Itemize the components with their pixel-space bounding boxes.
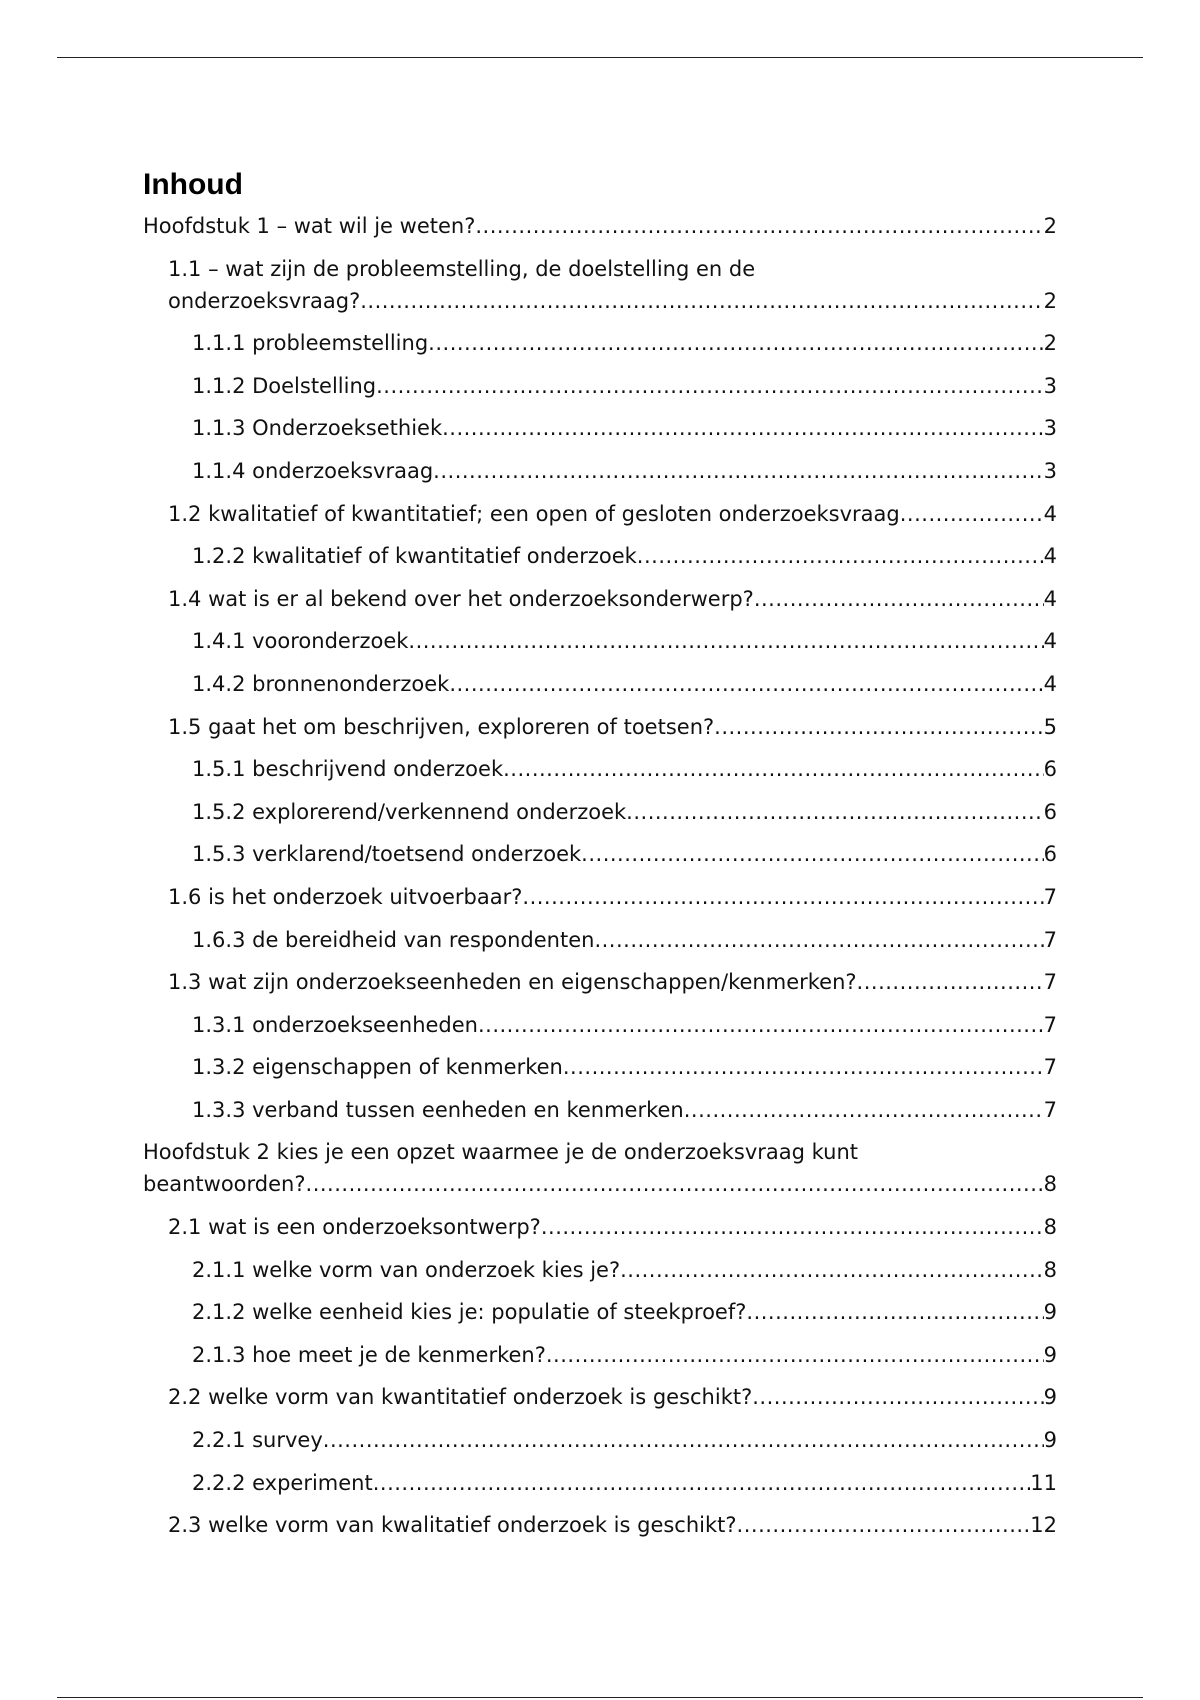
dot-leader bbox=[373, 1467, 1031, 1499]
toc-entry-page-number: 7 bbox=[1043, 970, 1057, 995]
dot-leader bbox=[408, 625, 1043, 657]
toc-entry[interactable] bbox=[143, 327, 1057, 370]
toc-entry[interactable] bbox=[143, 966, 1057, 1009]
toc-entry[interactable] bbox=[143, 1009, 1057, 1052]
toc-entry[interactable] bbox=[143, 924, 1057, 967]
toc-entry-line bbox=[168, 1211, 1057, 1243]
toc-entry-text: onderzoeksvraag? bbox=[168, 288, 361, 313]
toc-entry[interactable] bbox=[143, 711, 1057, 754]
toc-entry[interactable] bbox=[143, 881, 1057, 924]
dot-leader bbox=[475, 210, 1043, 242]
toc-entry-line bbox=[192, 1467, 1057, 1499]
toc-entry-text: 1.3 wat zijn onderzoekseenheden en eigenschappen/kenmerken? bbox=[168, 970, 857, 995]
toc-entry[interactable] bbox=[143, 1467, 1057, 1510]
dot-leader bbox=[428, 327, 1043, 359]
toc-entry[interactable] bbox=[143, 370, 1057, 413]
toc-entry-text: 1.5.2 explorerend/verkennend onderzoek bbox=[192, 799, 627, 824]
toc-entry-text: 2.2.2 experiment bbox=[192, 1470, 373, 1495]
toc-entry-text: 1.4 wat is er al bekend over het onderzoeksonderwerp? bbox=[168, 586, 754, 611]
toc-entry-line bbox=[192, 924, 1057, 956]
toc-entry[interactable] bbox=[143, 753, 1057, 796]
toc-entry[interactable] bbox=[143, 1254, 1057, 1297]
toc-entry[interactable] bbox=[143, 540, 1057, 583]
dot-leader bbox=[714, 711, 1043, 743]
toc-entry-text: 1.1.1 probleemstelling bbox=[192, 331, 429, 356]
toc-entry-line bbox=[192, 753, 1057, 785]
toc-entry-text: Hoofdstuk 1 – wat wil je weten? bbox=[143, 214, 476, 238]
toc-entry-line bbox=[192, 327, 1057, 359]
toc-entry-line bbox=[168, 498, 1057, 530]
toc-entry-line bbox=[192, 412, 1057, 444]
toc-entry[interactable] bbox=[143, 1136, 1057, 1211]
toc-entry-page-number: 9 bbox=[1043, 1300, 1057, 1325]
dot-leader bbox=[306, 1168, 1044, 1200]
footer-rule bbox=[57, 1697, 1143, 1698]
toc-entry-text: 1.3.2 eigenschappen of kenmerken bbox=[192, 1055, 563, 1080]
toc-entry-text: 1.5.1 beschrijvend onderzoek bbox=[192, 757, 504, 782]
toc-entry[interactable] bbox=[143, 1339, 1057, 1382]
toc-entry-text: 1.2 kwalitatief of kwantitatief; een open of gesloten onderzoeksvraag bbox=[168, 501, 900, 526]
dot-leader bbox=[442, 412, 1044, 444]
toc-entry-page-number: 7 bbox=[1043, 1097, 1057, 1122]
dot-leader bbox=[900, 498, 1044, 530]
toc-entry-text: 1.1.4 onderzoeksvraag bbox=[192, 458, 434, 483]
toc-entry-text: 2.1.1 welke vorm van onderzoek kies je? bbox=[192, 1257, 621, 1282]
dot-leader bbox=[360, 285, 1043, 317]
toc-entry-text: 1.3.3 verband tussen eenheden en kenmerken bbox=[192, 1097, 684, 1122]
toc-entry-page-number: 12 bbox=[1030, 1513, 1057, 1538]
toc-entry-line bbox=[192, 1296, 1057, 1328]
toc-entry-text: 2.1 wat is een onderzoeksontwerp? bbox=[168, 1215, 541, 1240]
toc-title: Inhoud bbox=[143, 168, 243, 201]
toc-entry-line bbox=[192, 370, 1057, 402]
toc-entry-line bbox=[192, 455, 1057, 487]
toc-entry-page-number: 6 bbox=[1043, 842, 1057, 867]
toc-entry-line bbox=[143, 210, 1057, 242]
toc-entry-page-number: 3 bbox=[1043, 458, 1057, 483]
toc-entry[interactable] bbox=[143, 210, 1057, 253]
toc-entry-line bbox=[168, 583, 1057, 615]
dot-leader bbox=[376, 370, 1044, 402]
toc-entry-text: beantwoorden? bbox=[143, 1172, 306, 1197]
toc-entry-page-number: 6 bbox=[1043, 799, 1057, 824]
toc-entry-page-number: 4 bbox=[1043, 586, 1057, 611]
table-of-contents bbox=[143, 163, 1057, 1552]
toc-entry-text-line1: Hoofdstuk 2 kies je een opzet waarmee je de onderzoeksvraag kunt bbox=[143, 1140, 858, 1165]
toc-entry-page-number: 4 bbox=[1043, 629, 1057, 654]
dot-leader bbox=[541, 1211, 1044, 1243]
toc-entry-page-number: 6 bbox=[1043, 757, 1057, 782]
toc-entry[interactable] bbox=[143, 838, 1057, 881]
dot-leader bbox=[737, 1509, 1031, 1541]
toc-entry-page-number: 8 bbox=[1043, 1172, 1057, 1197]
toc-entry[interactable] bbox=[143, 583, 1057, 626]
toc-entry-page-number: 2 bbox=[1043, 214, 1057, 238]
dot-leader bbox=[684, 1094, 1044, 1126]
toc-entry-page-number: 2 bbox=[1043, 331, 1057, 356]
toc-entry[interactable] bbox=[143, 668, 1057, 711]
dot-leader bbox=[594, 924, 1043, 956]
toc-entry-text: 1.4.1 vooronderzoek bbox=[192, 629, 409, 654]
toc-entry-line bbox=[192, 1254, 1057, 1286]
dot-leader bbox=[522, 881, 1043, 913]
toc-entry-text: 2.2.1 survey bbox=[192, 1428, 323, 1453]
toc-entry[interactable] bbox=[143, 412, 1057, 455]
toc-entry-line bbox=[143, 1168, 1057, 1200]
toc-entry-line bbox=[192, 1339, 1057, 1371]
toc-entry-page-number: 9 bbox=[1043, 1342, 1057, 1367]
dot-leader bbox=[323, 1424, 1044, 1456]
dot-leader bbox=[563, 1051, 1044, 1083]
toc-entry-line bbox=[192, 540, 1057, 572]
toc-entry-text: 2.1.3 hoe meet je de kenmerken? bbox=[192, 1342, 546, 1367]
toc-entry-page-number: 2 bbox=[1043, 288, 1057, 313]
toc-entry-page-number: 3 bbox=[1043, 416, 1057, 441]
toc-entry-text: 1.5 gaat het om beschrijven, exploreren of toetsen? bbox=[168, 714, 715, 739]
toc-entry-page-number: 8 bbox=[1043, 1257, 1057, 1282]
toc-entry-line bbox=[192, 668, 1057, 700]
toc-entry-text: 2.2 welke vorm van kwantitatief onderzoek is geschikt? bbox=[168, 1385, 753, 1410]
toc-entry-page-number: 11 bbox=[1030, 1470, 1057, 1495]
toc-entry[interactable] bbox=[143, 625, 1057, 668]
toc-entry[interactable] bbox=[143, 1094, 1057, 1137]
toc-entry-text: 1.5.3 verklarend/toetsend onderzoek bbox=[192, 842, 582, 867]
toc-entry-line bbox=[168, 1509, 1057, 1541]
toc-entry[interactable] bbox=[143, 1211, 1057, 1254]
dot-leader bbox=[626, 796, 1043, 828]
toc-entry-page-number: 8 bbox=[1043, 1215, 1057, 1240]
dot-leader bbox=[620, 1254, 1044, 1286]
toc-entry[interactable] bbox=[143, 1296, 1057, 1339]
toc-entry-page-number: 5 bbox=[1043, 714, 1057, 739]
toc-entry-line bbox=[192, 1094, 1057, 1126]
toc-entry-page-number: 7 bbox=[1043, 884, 1057, 909]
dot-leader bbox=[754, 583, 1044, 615]
toc-entry-page-number: 4 bbox=[1043, 671, 1057, 696]
toc-entry-line bbox=[168, 711, 1057, 743]
toc-entry-page-number: 9 bbox=[1043, 1428, 1057, 1453]
toc-entry-text: 1.3.1 onderzoekseenheden bbox=[192, 1012, 478, 1037]
toc-entry-line bbox=[168, 285, 1057, 317]
toc-entry[interactable] bbox=[143, 1051, 1057, 1094]
toc-entry-text: 2.1.2 welke eenheid kies je: populatie of steekproef? bbox=[192, 1300, 747, 1325]
toc-entry-line bbox=[192, 1009, 1057, 1041]
toc-entry[interactable] bbox=[143, 796, 1057, 839]
toc-entry-page-number: 4 bbox=[1043, 501, 1057, 526]
header-rule bbox=[57, 57, 1143, 58]
dot-leader bbox=[449, 668, 1043, 700]
dot-leader bbox=[746, 1296, 1043, 1328]
toc-entry-line bbox=[168, 1381, 1057, 1413]
toc-entry[interactable] bbox=[143, 498, 1057, 541]
dot-leader bbox=[433, 455, 1043, 487]
toc-entry-text: 1.2.2 kwalitatief of kwantitatief onderzoek bbox=[192, 544, 637, 569]
toc-entry-text: 1.4.2 bronnenonderzoek bbox=[192, 671, 450, 696]
dot-leader bbox=[581, 838, 1043, 870]
toc-entry-line bbox=[192, 625, 1057, 657]
dot-leader bbox=[478, 1009, 1044, 1041]
toc-entry-line bbox=[168, 881, 1057, 913]
toc-entry-page-number: 7 bbox=[1043, 927, 1057, 952]
toc-entry[interactable] bbox=[143, 455, 1057, 498]
toc-entry-line bbox=[168, 966, 1057, 998]
toc-entry[interactable] bbox=[143, 1424, 1057, 1467]
toc-entry-page-number: 7 bbox=[1043, 1055, 1057, 1080]
toc-entry-page-number: 3 bbox=[1043, 373, 1057, 398]
toc-entry-line bbox=[192, 1424, 1057, 1456]
toc-entry-text: 1.6 is het onderzoek uitvoerbaar? bbox=[168, 884, 523, 909]
dot-leader bbox=[503, 753, 1044, 785]
toc-entry-line bbox=[192, 796, 1057, 828]
toc-entry-page-number: 9 bbox=[1043, 1385, 1057, 1410]
dot-leader bbox=[546, 1339, 1044, 1371]
toc-entry-text-line1: 1.1 – wat zijn de probleemstelling, de doelstelling en de bbox=[168, 256, 756, 281]
toc-entry[interactable] bbox=[143, 1509, 1057, 1552]
toc-entry[interactable] bbox=[143, 253, 1057, 328]
toc-entry-text: 2.3 welke vorm van kwalitatief onderzoek is geschikt? bbox=[168, 1513, 737, 1538]
dot-leader bbox=[637, 540, 1044, 572]
toc-entry-line bbox=[192, 838, 1057, 870]
dot-leader bbox=[857, 966, 1044, 998]
toc-entry-text: 1.1.3 Onderzoeksethiek bbox=[192, 416, 443, 441]
toc-entries bbox=[143, 210, 1057, 1552]
toc-entry-line bbox=[192, 1051, 1057, 1083]
dot-leader bbox=[752, 1381, 1043, 1413]
toc-entry-text: 1.6.3 de bereidheid van respondenten bbox=[192, 927, 595, 952]
toc-entry[interactable] bbox=[143, 1381, 1057, 1424]
toc-entry-page-number: 7 bbox=[1043, 1012, 1057, 1037]
toc-entry-text: 1.1.2 Doelstelling bbox=[192, 373, 377, 398]
toc-entry-page-number: 4 bbox=[1043, 544, 1057, 569]
